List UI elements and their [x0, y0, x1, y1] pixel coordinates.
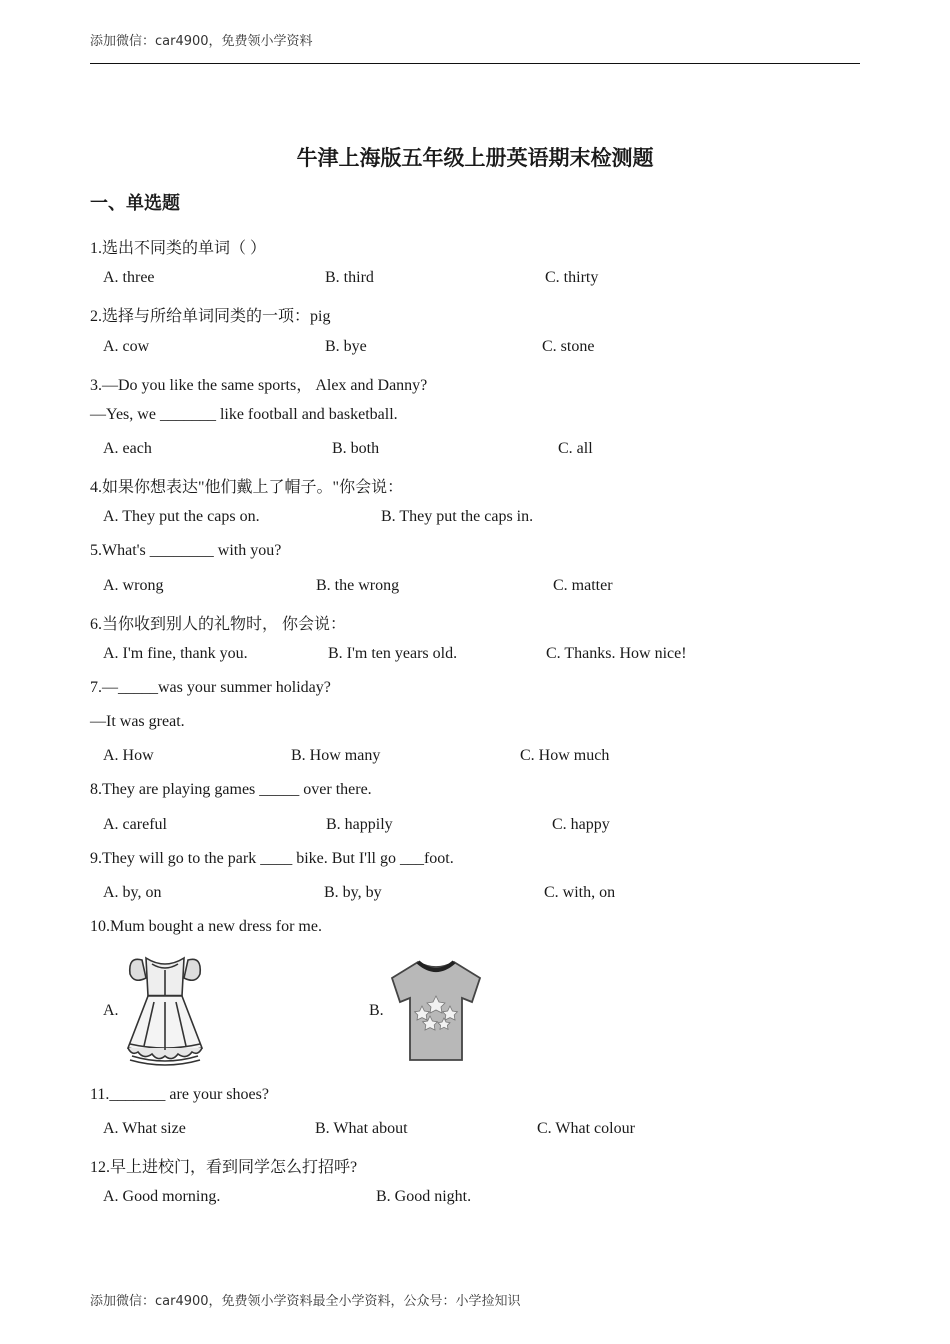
- q9-option-b[interactable]: B. by, by: [324, 884, 382, 901]
- q7-option-b[interactable]: B. How many: [291, 747, 381, 764]
- header-divider: [90, 63, 860, 64]
- q7-option-c[interactable]: C. How much: [520, 747, 610, 764]
- question-10: 10.Mum bought a new dress for me.: [90, 918, 322, 935]
- q8-option-b[interactable]: B. happily: [326, 816, 393, 833]
- page-title: 牛津上海版五年级上册英语期末检测题: [296, 146, 654, 170]
- q11-option-c[interactable]: C. What colour: [537, 1120, 635, 1137]
- q5-option-b[interactable]: B. the wrong: [316, 577, 400, 594]
- q1-option-b[interactable]: B. third: [325, 269, 374, 286]
- q2-option-b[interactable]: B. bye: [325, 338, 367, 355]
- q11-option-b[interactable]: B. What about: [315, 1120, 408, 1137]
- q12-option-b[interactable]: B. Good night.: [376, 1188, 472, 1205]
- q3-option-a[interactable]: A. each: [103, 440, 152, 457]
- question-8: 8.They are playing games _____ over there.: [90, 781, 372, 798]
- q10-option-b[interactable]: B.: [369, 1002, 384, 1019]
- question-5: 5.What's ________ with you?: [90, 542, 282, 559]
- question-2: 2.选择与所给单词同类的一项：pig: [90, 308, 331, 325]
- q2-option-c[interactable]: C. stone: [542, 338, 595, 355]
- q10-option-a[interactable]: A.: [103, 1002, 119, 1019]
- question-4: 4.如果你想表达"他们戴上了帽子。"你会说：: [90, 479, 404, 496]
- q9-option-c[interactable]: C. with, on: [544, 884, 616, 901]
- q7-option-a[interactable]: A. How: [103, 747, 154, 764]
- question-9: 9.They will go to the park ____ bike. But I'll go ___foot.: [90, 850, 454, 867]
- header-note: 添加微信：car4900，免费领小学资料: [90, 34, 313, 49]
- tshirt-image[interactable]: [388, 958, 484, 1064]
- q2-option-a[interactable]: A. cow: [103, 338, 150, 355]
- q5-option-a[interactable]: A. wrong: [103, 577, 164, 594]
- q5-option-c[interactable]: C. matter: [553, 577, 613, 594]
- q6-option-c[interactable]: C. Thanks. How nice!: [546, 645, 687, 662]
- q3-option-b[interactable]: B. both: [332, 440, 380, 457]
- question-12: 12.早上进校门，看到同学怎么打招呼?: [90, 1159, 358, 1176]
- question-1: 1.选出不同类的单词（ ）: [90, 240, 267, 257]
- q9-option-a[interactable]: A. by, on: [103, 884, 162, 901]
- section-heading: 一、单选题: [90, 193, 180, 214]
- q12-option-a[interactable]: A. Good morning.: [103, 1188, 221, 1205]
- footer-note: 添加微信：car4900，免费领小学资料最全小学资料，公众号：小学捡知识: [90, 1294, 521, 1309]
- q11-option-a[interactable]: A. What size: [103, 1120, 186, 1137]
- q6-option-a[interactable]: A. I'm fine, thank you.: [103, 645, 248, 662]
- question-7: 7.—_____was your summer holiday?: [90, 679, 331, 696]
- question-3: 3.—Do you like the same sports， Alex and Danny?: [90, 377, 428, 394]
- q3-option-c[interactable]: C. all: [558, 440, 593, 457]
- question-11: 11._______ are your shoes?: [90, 1086, 269, 1103]
- q1-option-a[interactable]: A. three: [103, 269, 155, 286]
- q8-option-c[interactable]: C. happy: [552, 816, 610, 833]
- q1-option-c[interactable]: C. thirty: [545, 269, 599, 286]
- dress-image[interactable]: [122, 952, 208, 1068]
- question-6: 6.当你收到别人的礼物时， 你会说：: [90, 616, 347, 633]
- question-3-reply: —Yes, we _______ like football and basketball.: [90, 406, 398, 423]
- q4-option-b[interactable]: B. They put the caps in.: [381, 508, 534, 525]
- q8-option-a[interactable]: A. careful: [103, 816, 167, 833]
- question-7-reply: —It was great.: [90, 713, 185, 730]
- q4-option-a[interactable]: A. They put the caps on.: [103, 508, 260, 525]
- q6-option-b[interactable]: B. I'm ten years old.: [328, 645, 458, 662]
